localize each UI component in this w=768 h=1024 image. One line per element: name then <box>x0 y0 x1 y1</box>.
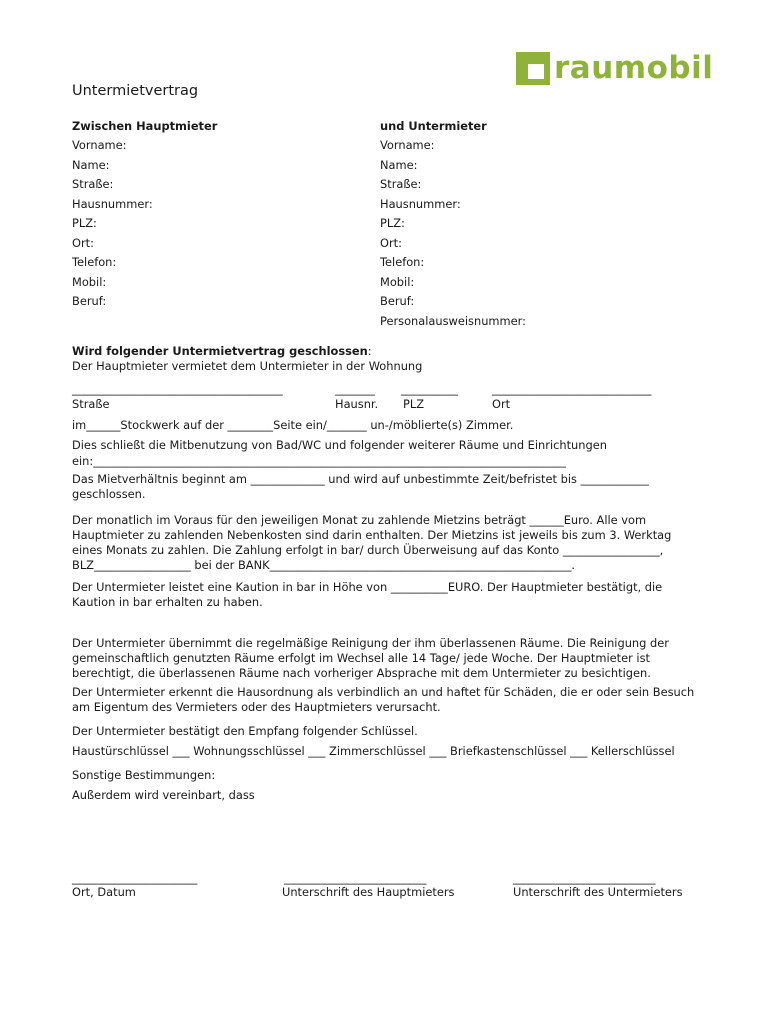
street-blank: _____________________________________ <box>72 382 283 396</box>
cleaning-line: gemeinschaftlich genutzten Räume erfolgt im Wechsel alle 14 Tage/ jede Woche. Der Hauptmieter ist <box>72 651 650 665</box>
housenr-blank: _______ <box>335 382 375 396</box>
right-field: Vorname: <box>380 138 435 152</box>
intro-text: Der Hauptmieter vermietet dem Untermieter in der Wohnung <box>72 359 423 373</box>
right-field: Telefon: <box>380 255 425 269</box>
right-field: Personalausweisnummer: <box>380 314 526 328</box>
keys-intro: Der Untermieter bestätigt den Empfang folgender Schlüssel. <box>72 724 418 738</box>
plz-label: PLZ <box>403 397 425 411</box>
cleaning-line: berechtigt, die überlassenen Räume nach vorheriger Absprache mit dem Untermieter zu besichtigen. <box>72 666 651 680</box>
left-field: Ort: <box>72 236 94 250</box>
signature-line-subtenant: _________________________ <box>513 871 656 885</box>
left-field: Straße: <box>72 177 114 191</box>
logo-text: raumobil <box>554 49 714 86</box>
rent-line: Hauptmieter zu zahlenden Nebenkosten sind darin enthalten. Der Mietzins ist jeweils bis zum 3. Werktag <box>72 528 672 542</box>
right-field: Mobil: <box>380 275 415 289</box>
right-field: Hausnummer: <box>380 197 461 211</box>
left-field: Name: <box>72 158 110 172</box>
contract-heading-text: Wird folgender Untermietvertrag geschlossen <box>72 344 368 358</box>
keys-list: Haustürschlüssel ___ Wohnungsschlüssel ___ Zimmerschlüssel ___ Briefkastenschlüssel ___ Kellerschlüssel <box>72 744 675 758</box>
deposit-line: Kaution in bar erhalten zu haben. <box>72 595 263 609</box>
right-field: Ort: <box>380 236 402 250</box>
housenr-label: Hausnr. <box>335 397 379 411</box>
signature-label-main-tenant: Unterschrift des Hauptmieters <box>282 885 455 899</box>
left-heading: Zwischen Hauptmieter <box>72 119 218 133</box>
start-line: geschlossen. <box>72 487 146 501</box>
floor-line: im______Stockwerk auf der ________Seite ein/_______ un-/möblierte(s) Zimmer. <box>72 418 514 432</box>
house-rules-line: am Eigentum des Vermieters oder des Hauptmieters verursacht. <box>72 700 441 714</box>
right-field: Name: <box>380 158 418 172</box>
raumobil-logo <box>516 50 713 86</box>
city-blank: ____________________________ <box>492 382 652 396</box>
street-label: Straße <box>72 397 110 411</box>
right-heading: und Untermieter <box>380 119 487 133</box>
start-line: Das Mietverhältnis beginnt am _____________ und wird auf unbestimmte Zeit/befristet bis ____________ <box>72 472 649 486</box>
other-provisions: Sonstige Bestimmungen: <box>72 768 216 782</box>
left-field: Mobil: <box>72 275 107 289</box>
shared-rooms-line: ein:___________________________________________________________________________________ <box>72 454 566 468</box>
rent-line: eines Monats zu zahlen. Die Zahlung erfolgt in bar/ durch Überweisung auf das Konto _________________, <box>72 543 664 557</box>
house-rules-line: Der Untermieter erkennt die Hausordnung als verbindlich an und haftet für Schäden, die er oder sein Besuch <box>72 685 695 699</box>
document-title: Untermietvertrag <box>72 83 199 99</box>
left-field: PLZ: <box>72 216 97 230</box>
signature-label-date: Ort, Datum <box>72 885 136 899</box>
left-field: Telefon: <box>72 255 117 269</box>
plz-blank: __________ <box>401 382 458 396</box>
right-field: Straße: <box>380 177 422 191</box>
contract-heading <box>72 344 372 358</box>
right-field: Beruf: <box>380 294 415 308</box>
left-field: Vorname: <box>72 138 127 152</box>
logo-mark-icon <box>516 52 550 85</box>
left-field: Beruf: <box>72 294 107 308</box>
signature-line-date: ______________________ <box>72 871 198 885</box>
shared-rooms-line: Dies schließt die Mitbenutzung von Bad/WC und folgender weiterer Räume und Einrichtungen <box>72 438 607 452</box>
contract-heading-colon: : <box>367 344 372 358</box>
rent-line: Der monatlich im Voraus für den jeweiligen Monat zu zahlende Mietzins beträgt ______Euro. Alle vom <box>72 513 647 527</box>
signature-label-subtenant: Unterschrift des Untermieters <box>513 885 683 899</box>
deposit-line: Der Untermieter leistet eine Kaution in bar in Höhe von __________EURO. Der Hauptmieter bestätigt, die <box>72 580 663 594</box>
agreed-text: Außerdem wird vereinbart, dass <box>72 788 255 802</box>
rent-line: BLZ_________________ bei der BANK_____________________________________________________. <box>72 558 576 572</box>
signature-line-main-tenant: _________________________ <box>284 871 427 885</box>
left-field: Hausnummer: <box>72 197 153 211</box>
cleaning-line: Der Untermieter übernimmt die regelmäßige Reinigung der ihm überlassenen Räume. Die Reinigung der <box>72 636 669 650</box>
right-field: PLZ: <box>380 216 405 230</box>
city-label: Ort <box>492 397 511 411</box>
